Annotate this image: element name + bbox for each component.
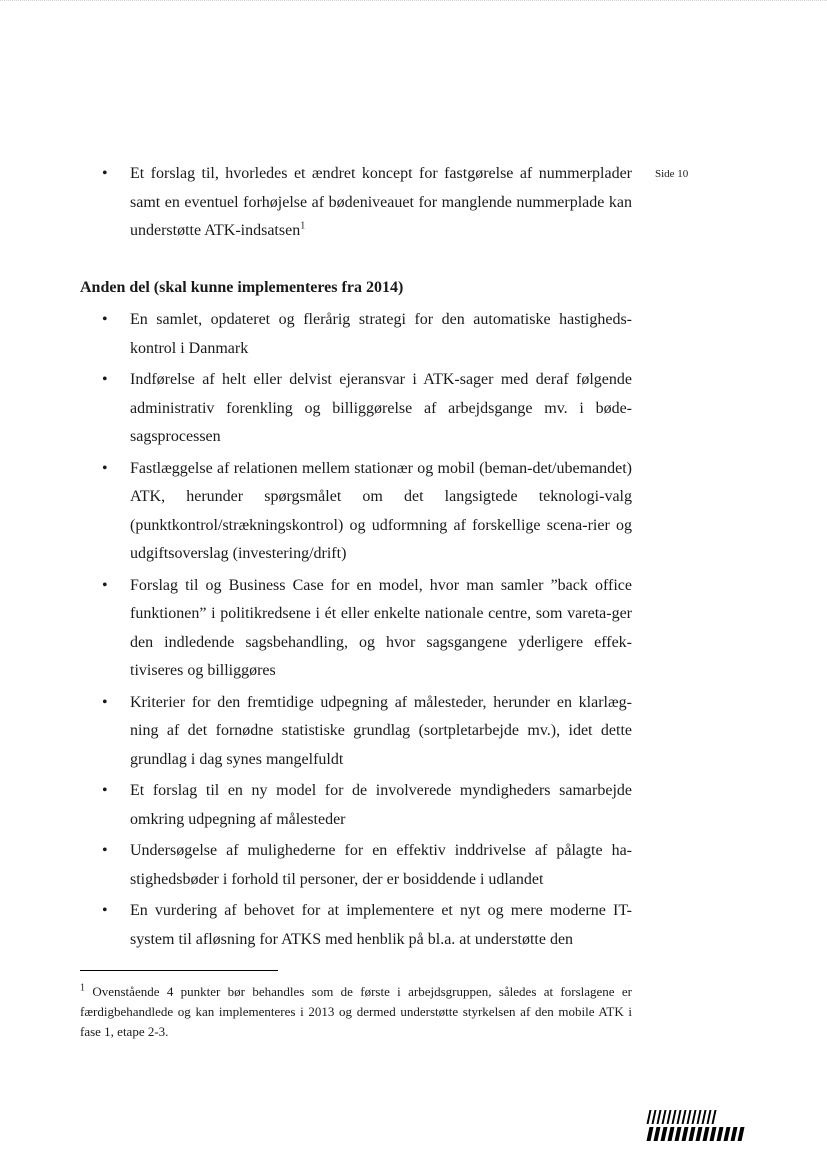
list-item	[80, 777, 632, 834]
bullet-icon: •	[102, 371, 108, 388]
footnote-separator	[80, 970, 278, 971]
bullet-icon: •	[102, 902, 108, 919]
footnote-reference: 1	[300, 220, 306, 232]
list-item	[80, 837, 632, 894]
list-item	[80, 897, 632, 954]
bullet-icon: •	[102, 693, 108, 711]
bullet-icon: •	[102, 165, 108, 182]
bullet-icon: •	[102, 782, 108, 799]
list-item-text: Indførelse af helt eller delvist ejeransvar i ATK-sager med deraf følgende administrativ forenkling og billiggørelse af arbejdsgange mv. i bøde-sagsprocessen	[130, 371, 632, 445]
intro-bullet-list	[80, 160, 632, 246]
footnote	[80, 982, 632, 1042]
bullet-icon: •	[102, 311, 108, 328]
footnote-text: Ovenstående 4 punkter bør behandles som de første i arbejdsgruppen, således at forslagene er færdigbehandlede og kan implementeres i 2013 og dermed understøtte styrkelsen af den mobile ATK i fase 1, etape 2-3.	[80, 984, 632, 1039]
list-item	[80, 366, 632, 452]
barcode-mark	[648, 1110, 793, 1144]
list-item	[80, 455, 632, 569]
bullet-icon: •	[102, 842, 108, 859]
list-item	[80, 160, 632, 246]
bullet-icon: •	[102, 576, 108, 594]
list-item-text: Undersøgelse af mulighederne for en effektiv inddrivelse af pålagte ha-stighedsbøder i forhold til personer, der er bosiddende i udlandet	[130, 842, 632, 888]
list-item-text: En vurdering af behovet for at implementere et nyt og mere moderne IT-system til afløsning for ATKS med henblik på bl.a. at understøtte den	[130, 902, 632, 948]
page-number-label: Side 10	[655, 168, 689, 180]
list-item	[80, 572, 632, 686]
barcode-bottom-row	[648, 1127, 793, 1141]
list-item-text: En samlet, opdateret og flerårig strategi for den automatiske hastigheds-kontrol i Danmark	[130, 311, 632, 357]
list-item-text: Fastlæggelse af relationen mellem stationær og mobil (beman-det/ubemandet) ATK, herunder spørgsmålet om det langsigtede teknologi-valg (punktkontrol/strækningskontrol) og udformning af forskellige scena-rier og udgiftsoverslag (investering/drift)	[130, 459, 632, 562]
list-item-text: Et forslag til, hvorledes et ændret koncept for fastgørelse af nummerplader samt en eventuel forhøjelse af bødeniveauet for manglende nummerplade kan understøtte ATK-indsatsen$^1$	[130, 165, 632, 239]
footnote-marker: 1	[80, 982, 85, 994]
scan-top-edge	[0, 0, 827, 5]
list-item-text: Forslag til og Business Case for en model, hvor man samler ”back office funktionen” i politikredsene i ét eller enkelte nationale centre, som vareta-ger den indledende sagsbehandling, og hvor sagsgangene yderligere effek-tiviseres og billiggøres	[130, 576, 632, 679]
bullet-list	[80, 306, 632, 954]
list-item	[80, 306, 632, 363]
list-item	[80, 689, 632, 775]
list-item-text: Et forslag til en ny model for de involverede myndigheders samarbejde omkring udpegning af målesteder	[130, 782, 632, 828]
bullet-icon: •	[102, 459, 108, 477]
section-heading: Anden del (skal kunne implementeres fra 2014)	[80, 279, 404, 296]
list-item-text: Kriterier for den fremtidige udpegning af målesteder, herunder en klarlæg-ning af det fornødne statistiske grundlag (sortpletarbejde mv.), idet dette grundlag i dag synes mangelfuldt	[130, 693, 632, 768]
barcode-top-row	[648, 1110, 793, 1124]
